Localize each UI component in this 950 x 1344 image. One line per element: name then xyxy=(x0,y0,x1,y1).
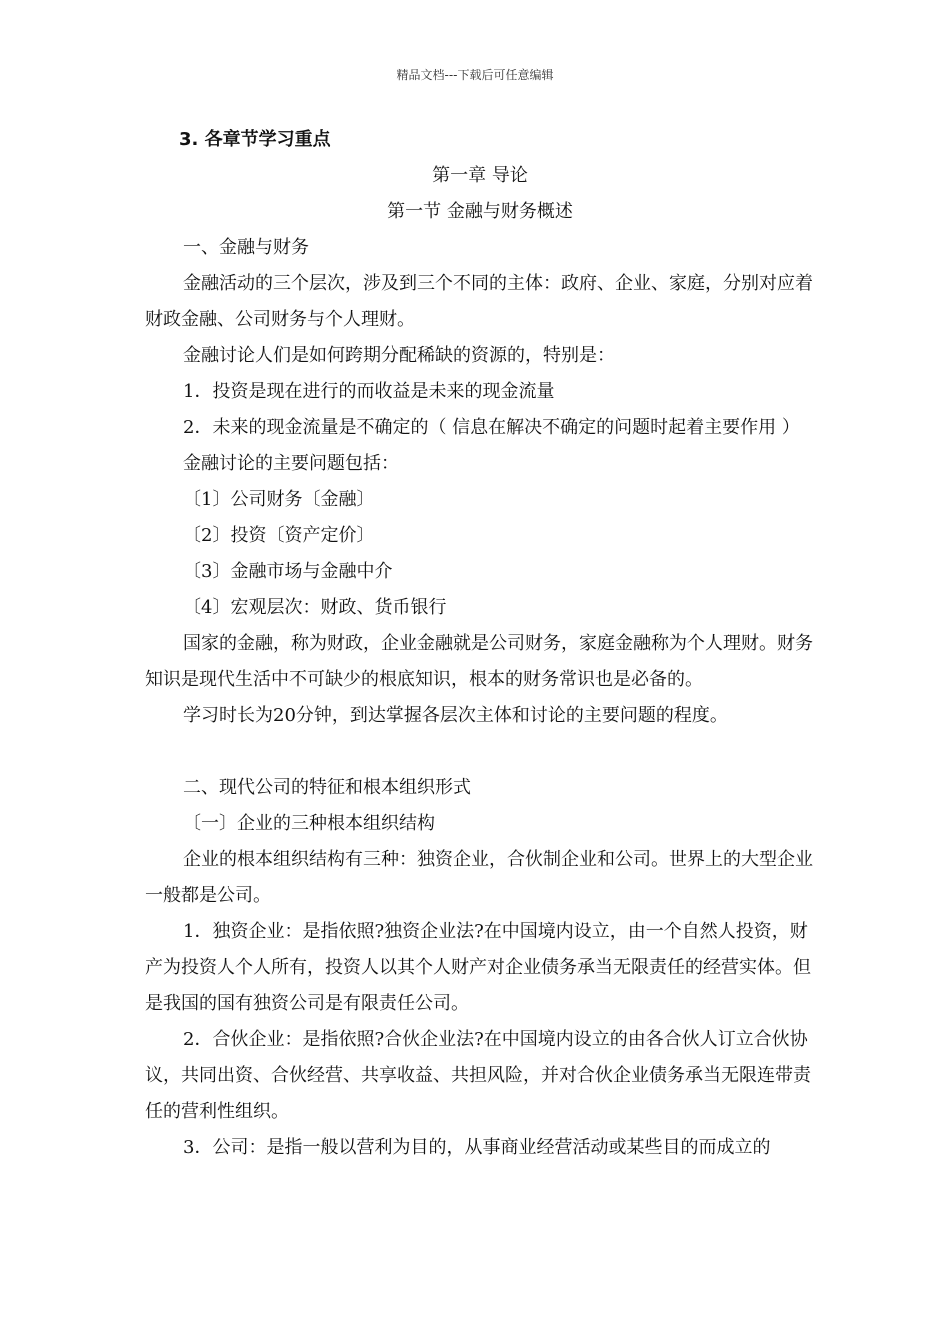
paragraph: 金融讨论人们是如何跨期分配稀缺的资源的，特别是： xyxy=(183,345,615,366)
paragraph: 企业的根本组织结构有三种：独资企业，合伙制企业和公司。世界上的大型企业一般都是公司。 xyxy=(145,849,813,906)
list-item: 〔1〕公司财务〔金融〕 xyxy=(183,489,375,510)
paragraph: 3．公司：是指一般以营利为目的，从事商业经营活动或某些目的而成立的 xyxy=(183,1137,771,1158)
paragraph: 金融活动的三个层次，涉及到三个不同的主体：政府、企业、家庭，分别对应着财政金融、公司财务与个人理财。 xyxy=(145,273,813,330)
section-title: 第一节 金融与财务概述 xyxy=(387,201,573,222)
paragraph: 学习时长为20分钟，到达掌握各层次主体和讨论的主要问题的程度。 xyxy=(183,705,728,726)
subsection-title-2-1: 〔一〕企业的三种根本组织结构 xyxy=(183,813,435,834)
document-body xyxy=(145,122,815,1166)
section-heading: 3. 各章节学习重点 xyxy=(179,129,331,150)
paragraph: 2．合伙企业：是指依照?合伙企业法?在中国境内设立的由各合伙人订立合伙协议，共同出资、合伙经营、共享收益、共担风险，并对合伙企业债务承当无限连带责任的营利性组织。 xyxy=(145,1029,811,1122)
list-item: 1．投资是现在进行的而收益是未来的现金流量 xyxy=(183,381,555,402)
subsection-title-1: 一、金融与财务 xyxy=(183,237,309,258)
page-header: 精品文档---下载后可任意编辑 xyxy=(396,68,554,82)
paragraph: 金融讨论的主要问题包括： xyxy=(183,453,399,474)
list-item: 〔2〕投资〔资产定价〕 xyxy=(183,525,375,546)
blank-line xyxy=(145,734,815,770)
chapter-title: 第一章 导论 xyxy=(432,165,528,186)
list-item: 〔4〕宏观层次：财政、货币银行 xyxy=(183,597,447,618)
paragraph: 国家的金融，称为财政，企业金融就是公司财务，家庭金融称为个人理财。财务知识是现代生活中不可缺少的根底知识，根本的财务常识也是必备的。 xyxy=(145,633,813,690)
subsection-title-2: 二、现代公司的特征和根本组织形式 xyxy=(183,777,471,798)
list-item: 〔3〕金融市场与金融中介 xyxy=(183,561,393,582)
list-item: 2．未来的现金流量是不确定的（ 信息在解决不确定的问题时起着主要作用 ） xyxy=(183,417,800,438)
paragraph: 1．独资企业：是指依照?独资企业法?在中国境内设立，由一个自然人投资，财产为投资人个人所有，投资人以其个人财产对企业债务承当无限责任的经营实体。但是我国的国有独资公司是有限责任公司。 xyxy=(145,921,811,1014)
